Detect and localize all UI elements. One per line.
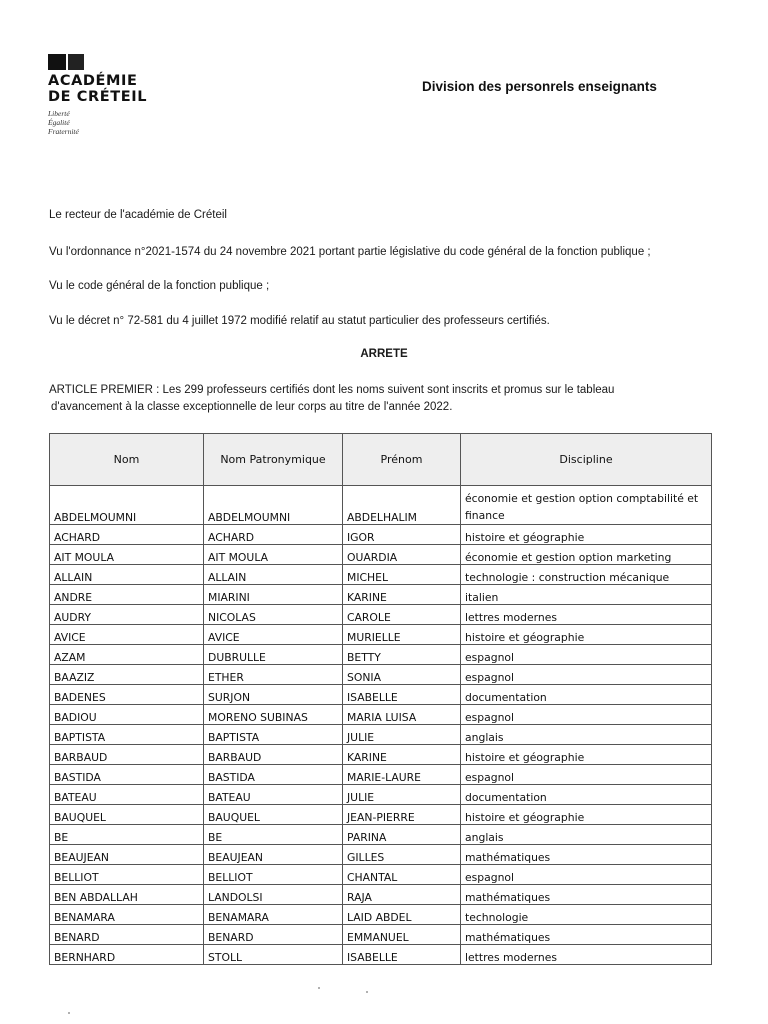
cell-discipline: technologie — [461, 905, 712, 925]
cell-prenom: MARIA LUISA — [343, 705, 461, 725]
cell-prenom: PARINA — [343, 825, 461, 845]
cell-nom-patronymique: DUBRULLE — [204, 645, 343, 665]
cell-discipline: documentation — [461, 685, 712, 705]
cell-nom: BEAUJEAN — [50, 845, 204, 865]
table-row — [50, 645, 712, 665]
code-line: Vu le code général de la fonction publique ; — [49, 280, 270, 292]
decree-line: Vu le décret n° 72-581 du 4 juillet 1972 modifié relatif au statut particulier des professeurs certifiés. — [49, 315, 550, 327]
cell-prenom: MICHEL — [343, 565, 461, 585]
cell-prenom: RAJA — [343, 885, 461, 905]
table-row — [50, 745, 712, 765]
cell-nom: BASTIDA — [50, 765, 204, 785]
cell-prenom: KARINE — [343, 585, 461, 605]
cell-discipline: espagnol — [461, 665, 712, 685]
table-row — [50, 825, 712, 845]
cell-discipline: économie et gestion option comptabilité et finance — [461, 486, 712, 525]
table-header-row — [50, 434, 712, 486]
cell-prenom: JULIE — [343, 725, 461, 745]
table-row — [50, 845, 712, 865]
table-row — [50, 905, 712, 925]
motto-line: Égalité — [48, 118, 70, 127]
scan-speck — [68, 1012, 70, 1014]
table-row — [50, 625, 712, 645]
header-discipline: Discipline — [461, 434, 712, 486]
cell-nom: ABDELMOUMNI — [50, 486, 204, 525]
motto — [48, 109, 147, 136]
republic-emblem-icon — [48, 54, 147, 70]
cell-prenom: MARIE-LAURE — [343, 765, 461, 785]
cell-nom: ACHARD — [50, 525, 204, 545]
table-row — [50, 785, 712, 805]
cell-discipline: histoire et géographie — [461, 805, 712, 825]
cell-nom-patronymique: AVICE — [204, 625, 343, 645]
table-row — [50, 685, 712, 705]
article-line-1: ARTICLE PREMIER : Les 299 professeurs certifiés dont les noms suivent sont inscrits et promus sur le tableau — [49, 384, 615, 396]
cell-nom-patronymique: BENAMARA — [204, 905, 343, 925]
cell-nom: BENARD — [50, 925, 204, 945]
cell-discipline: économie et gestion option marketing — [461, 545, 712, 565]
header-nom-patronymique: Nom Patronymique — [204, 434, 343, 486]
cell-nom: BERNHARD — [50, 945, 204, 965]
cell-nom: ALLAIN — [50, 565, 204, 585]
cell-prenom: CAROLE — [343, 605, 461, 625]
cell-nom: BELLIOT — [50, 865, 204, 885]
cell-discipline: histoire et géographie — [461, 745, 712, 765]
table-row — [50, 925, 712, 945]
table-row — [50, 565, 712, 585]
cell-discipline: anglais — [461, 725, 712, 745]
cell-nom: BAUQUEL — [50, 805, 204, 825]
cell-nom: BARBAUD — [50, 745, 204, 765]
cell-nom-patronymique: BELLIOT — [204, 865, 343, 885]
cell-nom-patronymique: MORENO SUBINAS — [204, 705, 343, 725]
cell-prenom: SONIA — [343, 665, 461, 685]
cell-nom: BADENES — [50, 685, 204, 705]
cell-nom-patronymique: BATEAU — [204, 785, 343, 805]
cell-discipline: mathématiques — [461, 885, 712, 905]
table-row — [50, 605, 712, 625]
promotion-table — [49, 433, 712, 965]
cell-discipline: lettres modernes — [461, 945, 712, 965]
cell-nom: AIT MOULA — [50, 545, 204, 565]
cell-prenom: ISABELLE — [343, 685, 461, 705]
motto-line: Fraternité — [48, 127, 79, 136]
scan-speck — [366, 991, 368, 993]
cell-nom-patronymique: ABDELMOUMNI — [204, 486, 343, 525]
ordinance-line: Vu l'ordonnance n°2021-1574 du 24 novembre 2021 portant partie législative du code général de la fonction publique ; — [49, 246, 651, 258]
table-row — [50, 525, 712, 545]
cell-discipline: documentation — [461, 785, 712, 805]
scan-speck — [318, 987, 320, 989]
cell-nom: AZAM — [50, 645, 204, 665]
cell-prenom: ABDELHALIM — [343, 486, 461, 525]
cell-prenom: LAID ABDEL — [343, 905, 461, 925]
table-row — [50, 545, 712, 565]
cell-nom: BE — [50, 825, 204, 845]
cell-prenom: ISABELLE — [343, 945, 461, 965]
cell-discipline: espagnol — [461, 645, 712, 665]
cell-nom: AUDRY — [50, 605, 204, 625]
cell-prenom: JEAN-PIERRE — [343, 805, 461, 825]
cell-prenom: EMMANUEL — [343, 925, 461, 945]
cell-nom-patronymique: SURJON — [204, 685, 343, 705]
cell-nom-patronymique: NICOLAS — [204, 605, 343, 625]
cell-prenom: GILLES — [343, 845, 461, 865]
cell-nom-patronymique: STOLL — [204, 945, 343, 965]
table-row — [50, 665, 712, 685]
cell-nom-patronymique: ETHER — [204, 665, 343, 685]
institution-line2: DE CRÉTEIL — [48, 89, 148, 105]
cell-discipline: espagnol — [461, 705, 712, 725]
cell-nom: AVICE — [50, 625, 204, 645]
cell-prenom: IGOR — [343, 525, 461, 545]
table-row — [50, 945, 712, 965]
rector-line: Le recteur de l'académie de Créteil — [49, 209, 227, 221]
cell-nom: BAPTISTA — [50, 725, 204, 745]
cell-nom: BENAMARA — [50, 905, 204, 925]
cell-discipline: histoire et géographie — [461, 625, 712, 645]
cell-nom: BEN ABDALLAH — [50, 885, 204, 905]
division-title: Division des personrels enseignants — [422, 79, 657, 94]
cell-prenom: BETTY — [343, 645, 461, 665]
cell-nom: BADIOU — [50, 705, 204, 725]
cell-prenom: OUARDIA — [343, 545, 461, 565]
cell-prenom: KARINE — [343, 745, 461, 765]
arrete-heading: ARRETE — [360, 348, 408, 360]
academy-logo — [48, 54, 147, 136]
cell-nom: BAAZIZ — [50, 665, 204, 685]
cell-nom-patronymique: BE — [204, 825, 343, 845]
article-line-2: d'avancement à la classe exceptionnelle de leur corps au titre de l'année 2022. — [51, 401, 453, 413]
table-row — [50, 705, 712, 725]
cell-discipline: technologie : construction mécanique — [461, 565, 712, 585]
cell-nom-patronymique: AIT MOULA — [204, 545, 343, 565]
motto-line: Liberté — [48, 109, 70, 118]
cell-discipline: mathématiques — [461, 845, 712, 865]
table-row — [50, 585, 712, 605]
cell-nom-patronymique: BEAUJEAN — [204, 845, 343, 865]
cell-nom-patronymique: BAUQUEL — [204, 805, 343, 825]
cell-nom-patronymique: LANDOLSI — [204, 885, 343, 905]
cell-discipline: espagnol — [461, 765, 712, 785]
cell-nom-patronymique: MIARINI — [204, 585, 343, 605]
table-row — [50, 885, 712, 905]
cell-nom-patronymique: BARBAUD — [204, 745, 343, 765]
cell-nom: BATEAU — [50, 785, 204, 805]
cell-discipline: anglais — [461, 825, 712, 845]
cell-prenom: MURIELLE — [343, 625, 461, 645]
header-prenom: Prénom — [343, 434, 461, 486]
cell-nom-patronymique: BENARD — [204, 925, 343, 945]
cell-nom-patronymique: ALLAIN — [204, 565, 343, 585]
cell-nom-patronymique: BASTIDA — [204, 765, 343, 785]
cell-discipline: italien — [461, 585, 712, 605]
cell-discipline: espagnol — [461, 865, 712, 885]
cell-prenom: CHANTAL — [343, 865, 461, 885]
cell-prenom: JULIE — [343, 785, 461, 805]
cell-discipline: lettres modernes — [461, 605, 712, 625]
table-row — [50, 765, 712, 785]
cell-discipline: mathématiques — [461, 925, 712, 945]
institution-line1: ACADÉMIE — [48, 73, 138, 89]
table-row — [50, 805, 712, 825]
cell-discipline: histoire et géographie — [461, 525, 712, 545]
cell-nom-patronymique: BAPTISTA — [204, 725, 343, 745]
table-row — [50, 725, 712, 745]
table-row — [50, 865, 712, 885]
cell-nom-patronymique: ACHARD — [204, 525, 343, 545]
cell-nom: ANDRE — [50, 585, 204, 605]
table-row — [50, 486, 712, 525]
header-nom: Nom — [50, 434, 204, 486]
